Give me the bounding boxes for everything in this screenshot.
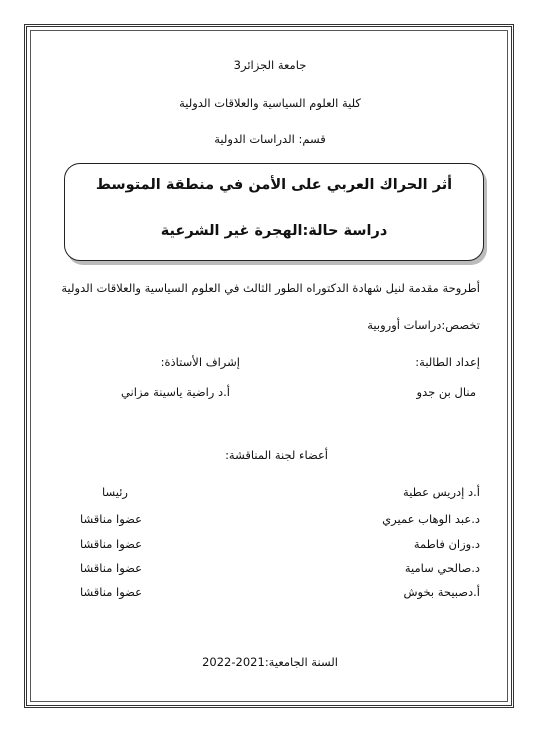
thesis-title-box (64, 163, 484, 261)
specialization: تخصص:دراسات أوروبية (367, 318, 480, 332)
student-label: إعداد الطالبة: (415, 355, 480, 369)
committee-member-role: عضوا مناقشا (79, 537, 142, 551)
committee-member-name: د.صالحي سامية (404, 561, 480, 575)
supervisor-label: إشراف الأستاذة: (160, 355, 240, 369)
committee-member-name: أ.دصبيحة بخوش (403, 585, 480, 599)
committee-member-role: عضوا مناقشا (79, 585, 142, 599)
committee-member-name: د.وزان فاطمة (413, 537, 480, 551)
thesis-main-title: أثر الحراك العربي على الأمن في منطقة المتوسط (95, 177, 453, 193)
committee-member-role: عضوا مناقشا (79, 512, 142, 526)
department-name: قسم: الدراسات الدولية (214, 132, 326, 146)
committee-label: أعضاء لجنة المناقشة: (225, 448, 328, 462)
academic-year: السنة الجامعية:2021-2022 (202, 655, 338, 669)
thesis-case-study: دراسة حالة:الهجرة غير الشرعية (160, 223, 388, 239)
faculty-name: كلية العلوم السياسية والعلاقات الدولية (179, 96, 361, 110)
committee-member-name: أ.د إدريس عطية (403, 485, 480, 499)
supervisor-name: أ.د راضية ياسينة مزاني (120, 385, 230, 399)
committee-member-role: رئيسا (102, 485, 128, 499)
committee-member-name: د.عبد الوهاب عميري (382, 512, 480, 526)
university-name: جامعة الجزائر3 (233, 58, 307, 72)
student-name: منال بن جدو (416, 385, 476, 399)
committee-member-role: عضوا مناقشا (79, 561, 142, 575)
thesis-description: أطروحة مقدمة لنيل شهادة الدكتوراه الطور الثالث في العلوم السياسية والعلاقات الدولية (61, 281, 480, 295)
